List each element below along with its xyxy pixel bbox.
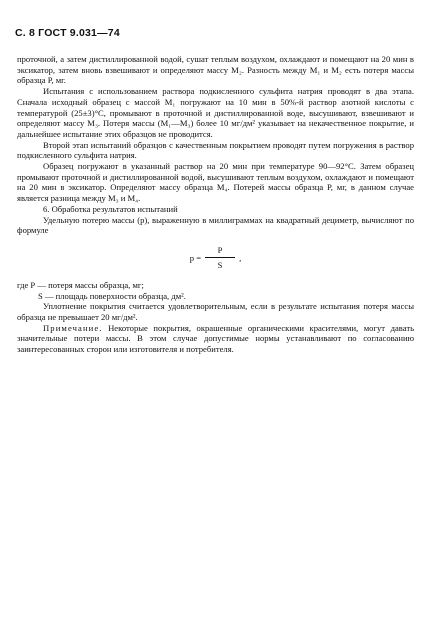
paragraph-second-stage: Второй этап испытаний образцов с качественным покрытием проводят путем погружения в раствор подкисленного сульфита натрия. [17,139,414,161]
formula-trailing: , [239,252,242,263]
paragraph-specific-loss: Удельную потерю массы (р), выраженную в миллиграммах на квадратный дециметр, вычисляют по формуле [17,214,414,236]
paragraph-continuation: проточной, а затем дистиллированной водой, сушат теплым воздухом, охлаждают и помещают на 20 мин в эксикатор, затем вновь взвешивают и определяют массу М₂. Разность между М₁ и М₂ есть потеря массы образца Р, мг. [17,54,414,86]
formula-denominator: S [217,260,223,271]
formula-fraction [205,245,235,271]
formula-lhs: р = [189,252,202,263]
legend-line-mass-loss: где Р — потеря массы образца, мг; [17,279,144,290]
section-heading-results: 6. Обработка результатов испытаний [43,203,178,214]
note-text: Некоторые покрытия, окрашенные органическими красителями, могут давать значительные потери массы. В этом случае допустимые нормы устанавливают по согласованию заинтересованных сторон или изготовителя и потребителя. [17,322,414,355]
fraction-bar [205,257,235,258]
formula-legend [17,280,414,301]
note [17,323,414,355]
document-body [17,54,414,355]
note-label: Примечание. [43,322,103,333]
formula-numerator: Р [217,244,223,255]
paragraph-two-stage-test: Испытания с использованием раствора подкисленного сульфита натрия проводят в два этапа. Сначала исходный образец с массой М₁ погружают на 10 мин в 50%-й раствор азотной кислоты с температурой (25±3)°С, промывают в проточной и дистиллированной воде, высушивают, взвешивают и определяют массу М₃. Потеря массы (М₁—М₃) более 10 мг/дм² указывает на некачественное покрытие, и дальнейшее испытание этих образцов не проводится. [17,86,414,139]
paragraph-acceptance: Уплотнение покрытия считается удовлетворительным, если в результате испытания потеря массы образца не превышает 20 мг/дм². [17,301,414,323]
legend-line-area: S — площадь поверхности образца, дм². [38,290,186,301]
formula [17,238,414,278]
paragraph-immersion: Образец погружают в указанный раствор на 20 мин при температуре 90—92°С. Затем образец промывают проточной и дистиллированной водой, высушивают теплым воздухом, охлаждают и помещают на 20 мин в эксикатор. Определяют массу образца М₄. Потерей массы образца Р, мг, в данном случае является разница между М₃ и М₄. [17,161,414,204]
page-header: С. 8 ГОСТ 9.031—74 [15,27,120,39]
